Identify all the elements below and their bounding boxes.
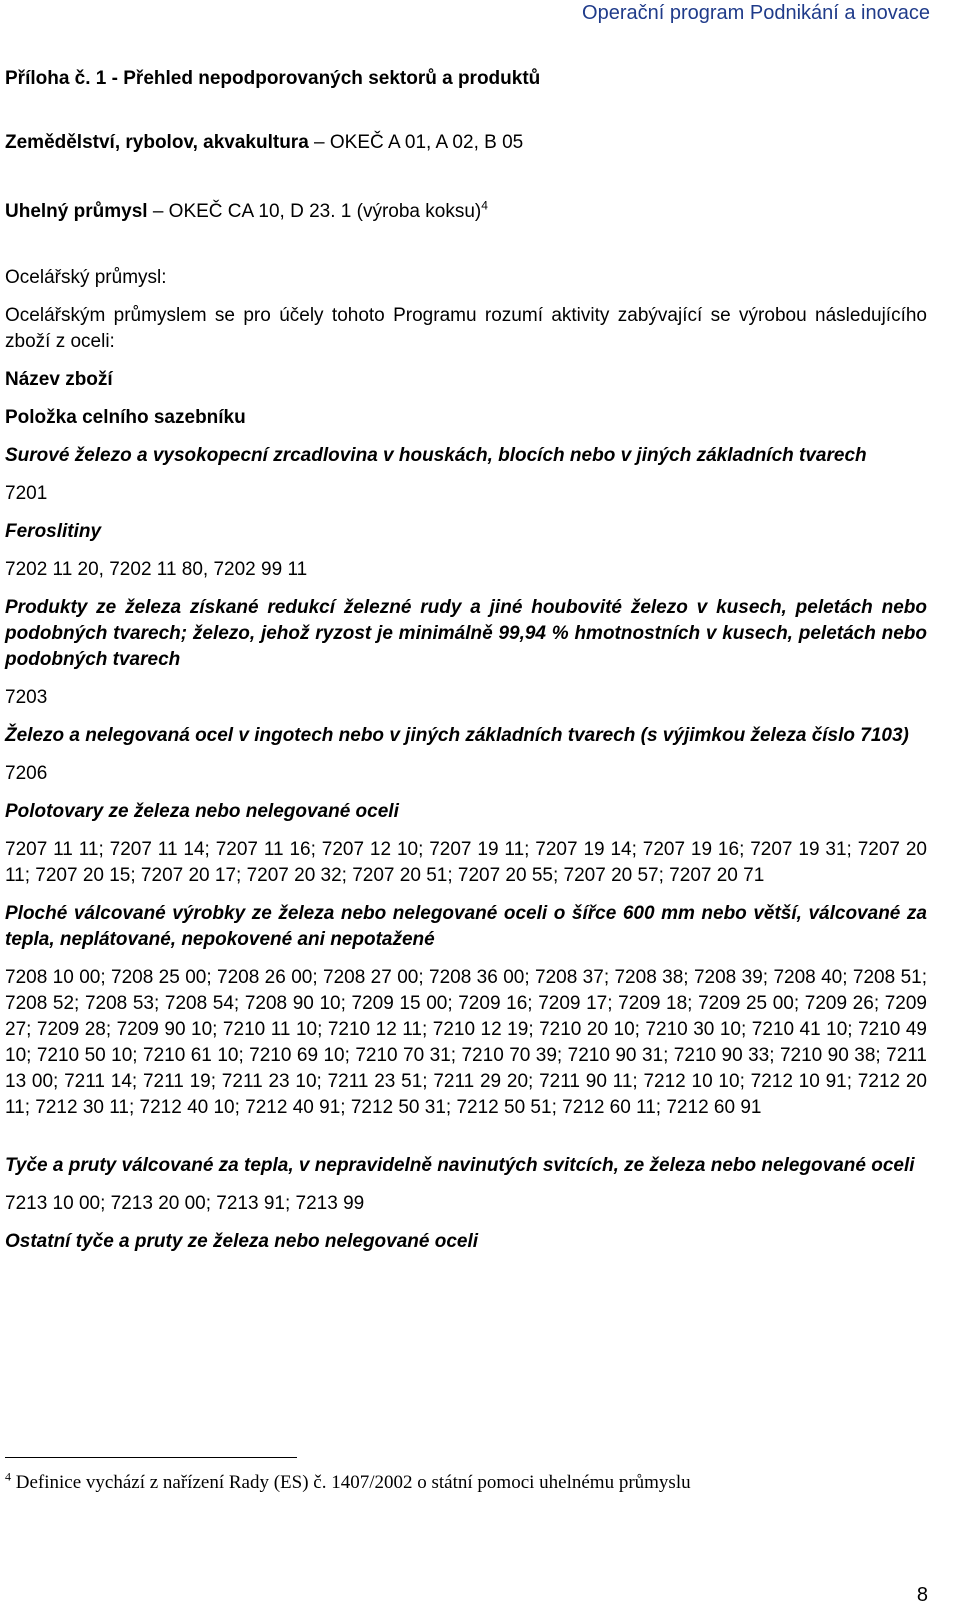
product-name: Ostatní tyče a pruty ze železa nebo nelegované oceli (5, 1231, 479, 1252)
steel-label: Ocelářský průmysl (5, 267, 162, 288)
steel-colon: : (161, 267, 167, 288)
column-tariff-item: Položka celního sazebníku (5, 407, 246, 428)
product-name: Feroslitiny (5, 521, 102, 542)
coal-line (5, 199, 927, 225)
page-body (5, 66, 927, 1255)
product-name: Surové železo a vysokopecní zrcadlovina v houskách, blocích nebo v jiných základních tvarech (5, 445, 867, 466)
product-codes: 7207 11 11; 7207 11 14; 7207 11 16; 7207 12 10; 7207 19 11; 7207 19 14; 7207 19 16; 7207 19 31; 7207 20 11; 7207 20 15; 7207 20 17; 7207 20 32; 7207 20 51; 7207 20 55; 7207 20 57; 7207 20 71 (5, 839, 927, 886)
running-header: Operační program Podnikání a inovace (582, 2, 930, 24)
product-name: Tyče a pruty válcované za tepla, v nepravidelně navinutých svitcích, ze železa nebo nelegované oceli (5, 1155, 915, 1176)
footnote-reference: 4 (481, 198, 488, 213)
agriculture-label: Zemědělství, rybolov, akvakultura (5, 132, 309, 153)
page-number: 8 (916, 1584, 928, 1606)
coal-codes: – OKEČ CA 10, D 23. 1 (výroba koksu) (147, 201, 482, 222)
product-name: Ploché válcované výrobky ze železa nebo nelegované oceli o šířce 600 mm nebo větší, válcované za tepla, neplátované, nepokovené ani nepotažené (5, 903, 927, 950)
footnote-number: 4 (5, 1469, 11, 1484)
product-codes: 7213 10 00; 7213 20 00; 7213 91; 7213 99 (5, 1193, 365, 1214)
annex-title: Příloha č. 1 - Přehled nepodporovaných sektorů a produktů (5, 68, 541, 89)
product-codes: 7201 (5, 483, 48, 504)
column-goods-name: Název zboží (5, 369, 113, 390)
agriculture-codes: – OKEČ A 01, A 02, B 05 (308, 132, 524, 153)
coal-label: Uhelný průmysl (5, 201, 148, 222)
footnote (5, 1470, 927, 1496)
product-name: Železo a nelegovaná ocel v ingotech nebo v jiných základních tvarech (s výjimkou železa číslo 7103) (5, 725, 909, 746)
steel-definition: Ocelářským průmyslem se pro účely tohoto Programu rozumí aktivity zabývající se výrobou následujícího zboží z oceli: (5, 305, 927, 352)
footnote-text: Definice vychází z nařízení Rady (ES) č. 1407/2002 o státní pomoci uhelnému průmyslu (11, 1472, 691, 1493)
product-codes: 7206 (5, 763, 48, 784)
footnote-separator (5, 1457, 297, 1458)
steel-heading (5, 265, 927, 291)
agriculture-line (5, 130, 927, 156)
product-codes: 7203 (5, 687, 48, 708)
product-name: Produkty ze železa získané redukcí železné rudy a jiné houbovité železo v kusech, peletách nebo podobných tvarech; železo, jehož ryzost je minimálně 99,94 % hmotnostních v kusech, peletách nebo podobných tvarech (5, 597, 927, 670)
product-name: Polotovary ze železa nebo nelegované oceli (5, 801, 399, 822)
product-codes: 7208 10 00; 7208 25 00; 7208 26 00; 7208 27 00; 7208 36 00; 7208 37; 7208 38; 7208 39; 7208 40; 7208 51; 7208 52; 7208 53; 7208 54; 7208 90 10; 7209 15 00; 7209 16; 7209 17; 7209 18; 7209 25 00; 7209 26; 7209 27; 7209 28; 7209 90 10; 7210 11 10; 7210 12 11; 7210 12 19; 7210 20 10; 7210 30 10; 7210 41 10; 7210 49 10; 7210 50 10; 7210 61 10; 7210 69 10; 7210 70 31; 7210 70 39; 7210 90 31; 7210 90 33; 7210 90 38; 7211 13 00; 7211 14; 7211 19; 7211 23 10; 7211 23 51; 7211 29 20; 7211 90 11; 7212 10 10; 7212 10 91; 7212 20 11; 7212 30 11; 7212 40 10; 7212 40 91; 7212 50 31; 7212 50 51; 7212 60 11; 7212 60 91 (5, 967, 927, 1118)
product-codes: 7202 11 20, 7202 11 80, 7202 99 11 (5, 559, 308, 580)
